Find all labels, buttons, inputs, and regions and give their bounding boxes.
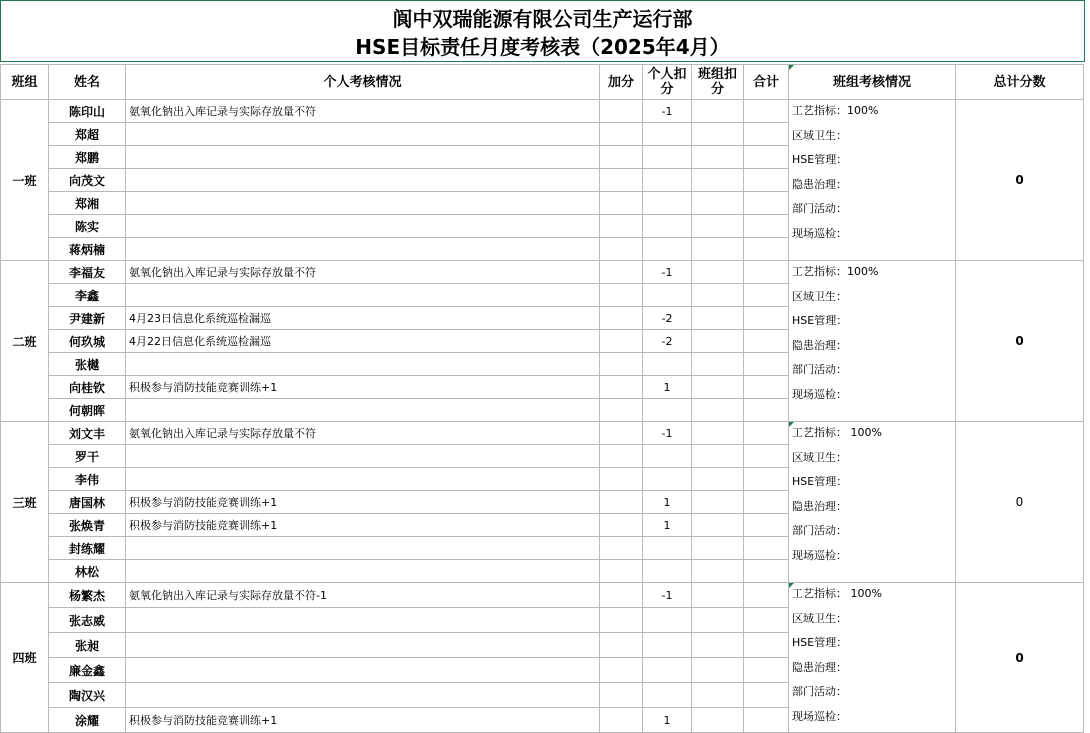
total-score-cell[interactable]: 0 <box>956 583 1084 733</box>
team-deduct-cell[interactable] <box>692 658 744 683</box>
team-deduct-cell[interactable] <box>692 399 744 422</box>
team-eval-line: HSE管理： <box>792 314 848 327</box>
bonus-cell[interactable] <box>600 708 643 733</box>
personal-eval-cell[interactable] <box>126 683 600 708</box>
team-eval-line: 工艺指标：100% <box>792 265 879 278</box>
personal-eval-cell[interactable]: 氨氧化钠出入库记录与实际存放量不符 <box>126 422 600 445</box>
team-deduct-cell[interactable] <box>692 422 744 445</box>
team-eval-line: HSE管理： <box>792 475 848 488</box>
bonus-cell[interactable] <box>600 123 643 146</box>
team-cell[interactable]: 四班 <box>1 583 49 733</box>
name-cell[interactable]: 张樾 <box>49 353 126 376</box>
personal-deduct-cell[interactable]: -1 <box>643 422 692 445</box>
team-eval-line: 部门活动： <box>792 202 847 215</box>
name-cell[interactable]: 陈印山 <box>49 100 126 123</box>
header-team[interactable]: 班组 <box>1 65 49 100</box>
personal-deduct-cell[interactable] <box>643 537 692 560</box>
bonus-cell[interactable] <box>600 353 643 376</box>
name-cell[interactable]: 蒋炳楠 <box>49 238 126 261</box>
sum-cell[interactable] <box>744 399 789 422</box>
header-personal-deduct[interactable]: 个人扣分 <box>643 65 692 100</box>
personal-deduct-cell[interactable] <box>643 146 692 169</box>
personal-deduct-cell[interactable]: -1 <box>643 100 692 123</box>
team-eval-line: 隐患治理： <box>792 177 847 191</box>
team-cell[interactable]: 三班 <box>1 422 49 583</box>
team-eval-line: 工艺指标： 100% <box>792 587 882 600</box>
bonus-cell[interactable] <box>600 376 643 399</box>
personal-deduct-cell[interactable]: -1 <box>643 583 692 608</box>
team-eval-line: HSE管理： <box>792 636 848 649</box>
total-score-cell[interactable]: 0 <box>956 261 1084 422</box>
personal-eval-cell[interactable] <box>126 468 600 491</box>
team-deduct-cell[interactable] <box>692 123 744 146</box>
team-deduct-cell[interactable] <box>692 146 744 169</box>
personal-deduct-cell[interactable] <box>643 633 692 658</box>
personal-eval-cell[interactable]: 积极参与消防技能竞赛训练+1 <box>126 514 600 537</box>
personal-eval-cell[interactable] <box>126 353 600 376</box>
total-score-cell[interactable]: 0 <box>956 422 1084 583</box>
bonus-cell[interactable] <box>600 583 643 608</box>
sum-cell[interactable] <box>744 445 789 468</box>
header-row <box>1 65 1084 100</box>
team-eval-line: 隐患治理： <box>792 338 847 352</box>
team-eval-cell[interactable] <box>789 261 956 422</box>
personal-eval-cell[interactable] <box>126 146 600 169</box>
name-cell[interactable]: 涂耀 <box>49 708 126 733</box>
title-line-company: 阆中双瑞能源有限公司生产运行部 <box>392 7 693 31</box>
sum-cell[interactable] <box>744 583 789 608</box>
sum-cell[interactable] <box>744 215 789 238</box>
sum-cell[interactable] <box>744 514 789 537</box>
team-eval-cell[interactable] <box>789 422 956 583</box>
team-deduct-cell[interactable] <box>692 633 744 658</box>
name-cell[interactable]: 向桂钦 <box>49 376 126 399</box>
personal-deduct-cell[interactable] <box>643 123 692 146</box>
name-cell[interactable]: 郑鹏 <box>49 146 126 169</box>
team-deduct-cell[interactable] <box>692 445 744 468</box>
name-cell[interactable]: 林松 <box>49 560 126 583</box>
name-cell[interactable]: 何玖城 <box>49 330 126 353</box>
bonus-cell[interactable] <box>600 608 643 633</box>
name-cell[interactable]: 陈实 <box>49 215 126 238</box>
sum-cell[interactable] <box>744 284 789 307</box>
personal-eval-cell[interactable] <box>126 169 600 192</box>
team-eval-line: 部门活动： <box>792 524 847 537</box>
team-eval-line: 现场巡检： <box>792 226 847 240</box>
personal-deduct-cell[interactable] <box>643 284 692 307</box>
team-eval-cell[interactable] <box>789 583 956 733</box>
name-cell[interactable]: 封练耀 <box>49 537 126 560</box>
personal-eval-cell[interactable] <box>126 238 600 261</box>
table-row <box>1 100 1084 123</box>
team-eval-line: 隐患治理： <box>792 499 847 513</box>
personal-eval-cell[interactable]: 氨氧化钠出入库记录与实际存放量不符 <box>126 261 600 284</box>
team-eval-line: 现场巡检： <box>792 548 847 562</box>
team-eval-line: 区域卫生： <box>792 450 847 464</box>
sum-cell[interactable] <box>744 422 789 445</box>
team-eval-line: 工艺指标： 100% <box>792 426 882 439</box>
sum-cell[interactable] <box>744 146 789 169</box>
personal-deduct-cell[interactable] <box>643 560 692 583</box>
name-cell[interactable]: 张志威 <box>49 608 126 633</box>
team-eval-line: HSE管理： <box>792 153 848 166</box>
personal-eval-cell[interactable] <box>126 399 600 422</box>
name-cell[interactable]: 杨繁杰 <box>49 583 126 608</box>
sum-cell[interactable] <box>744 307 789 330</box>
sum-cell[interactable] <box>744 330 789 353</box>
personal-eval-cell[interactable] <box>126 215 600 238</box>
personal-deduct-cell[interactable] <box>643 468 692 491</box>
bonus-cell[interactable] <box>600 307 643 330</box>
sum-cell[interactable] <box>744 376 789 399</box>
team-deduct-cell[interactable] <box>692 468 744 491</box>
team-deduct-cell[interactable] <box>692 683 744 708</box>
sum-cell[interactable] <box>744 261 789 284</box>
team-eval-line: 部门活动： <box>792 363 847 376</box>
name-cell[interactable]: 何朝晖 <box>49 399 126 422</box>
personal-eval-cell[interactable]: 氨氧化钠出入库记录与实际存放量不符-1 <box>126 583 600 608</box>
personal-deduct-cell[interactable] <box>643 658 692 683</box>
personal-eval-cell[interactable] <box>126 284 600 307</box>
team-deduct-cell[interactable] <box>692 100 744 123</box>
personal-deduct-cell[interactable] <box>643 683 692 708</box>
sum-cell[interactable] <box>744 658 789 683</box>
table-row <box>1 261 1084 284</box>
team-deduct-cell[interactable] <box>692 560 744 583</box>
title-line-form: HSE目标责任月度考核表（2025年4月） <box>355 35 730 59</box>
personal-eval-cell[interactable] <box>126 192 600 215</box>
bonus-cell[interactable] <box>600 445 643 468</box>
personal-deduct-cell[interactable]: 1 <box>643 376 692 399</box>
team-deduct-cell[interactable] <box>692 708 744 733</box>
sum-cell[interactable] <box>744 537 789 560</box>
name-cell[interactable]: 李福友 <box>49 261 126 284</box>
name-cell[interactable]: 张昶 <box>49 633 126 658</box>
bonus-cell[interactable] <box>600 330 643 353</box>
sum-cell[interactable] <box>744 468 789 491</box>
sum-cell[interactable] <box>744 192 789 215</box>
sum-cell[interactable] <box>744 100 789 123</box>
personal-deduct-cell[interactable] <box>643 215 692 238</box>
personal-deduct-cell[interactable]: 1 <box>643 708 692 733</box>
assessment-table <box>0 64 1084 733</box>
team-deduct-cell[interactable] <box>692 330 744 353</box>
sum-cell[interactable] <box>744 491 789 514</box>
name-cell[interactable]: 郑超 <box>49 123 126 146</box>
sum-cell[interactable] <box>744 238 789 261</box>
bonus-cell[interactable] <box>600 633 643 658</box>
personal-deduct-cell[interactable] <box>643 608 692 633</box>
name-cell[interactable]: 李鑫 <box>49 284 126 307</box>
sum-cell[interactable] <box>744 123 789 146</box>
personal-eval-cell[interactable] <box>126 445 600 468</box>
personal-eval-cell[interactable] <box>126 608 600 633</box>
name-cell[interactable]: 廉金鑫 <box>49 658 126 683</box>
personal-eval-cell[interactable] <box>126 123 600 146</box>
bonus-cell[interactable] <box>600 284 643 307</box>
header-name[interactable]: 姓名 <box>49 65 126 100</box>
bonus-cell[interactable] <box>600 399 643 422</box>
name-cell[interactable]: 尹建新 <box>49 307 126 330</box>
team-eval-line: 部门活动： <box>792 685 847 698</box>
bonus-cell[interactable] <box>600 192 643 215</box>
personal-deduct-cell[interactable]: 1 <box>643 514 692 537</box>
bonus-cell[interactable] <box>600 261 643 284</box>
name-cell[interactable]: 陶汉兴 <box>49 683 126 708</box>
total-score-cell[interactable]: 0 <box>956 100 1084 261</box>
bonus-cell[interactable] <box>600 100 643 123</box>
header-total[interactable]: 总计分数 <box>956 65 1084 100</box>
team-deduct-cell[interactable] <box>692 238 744 261</box>
header-team-deduct[interactable]: 班组扣分 <box>692 65 744 100</box>
bonus-cell[interactable] <box>600 422 643 445</box>
name-cell[interactable]: 唐国林 <box>49 491 126 514</box>
personal-eval-cell[interactable]: 氨氧化钠出入库记录与实际存放量不符 <box>126 100 600 123</box>
personal-eval-cell[interactable]: 4月22日信息化系统巡检漏巡 <box>126 330 600 353</box>
team-cell[interactable]: 一班 <box>1 100 49 261</box>
team-eval-line: 区域卫生： <box>792 289 847 303</box>
personal-eval-cell[interactable]: 4月23日信息化系统巡检漏巡 <box>126 307 600 330</box>
personal-deduct-cell[interactable] <box>643 353 692 376</box>
header-sum[interactable]: 合计 <box>744 65 789 100</box>
team-eval-line: 现场巡检： <box>792 709 847 723</box>
bonus-cell[interactable] <box>600 658 643 683</box>
team-eval-line: 区域卫生： <box>792 611 847 625</box>
bonus-cell[interactable] <box>600 215 643 238</box>
team-deduct-cell[interactable] <box>692 583 744 608</box>
team-deduct-cell[interactable] <box>692 491 744 514</box>
header-personal[interactable]: 个人考核情况 <box>126 65 600 100</box>
personal-eval-cell[interactable]: 积极参与消防技能竞赛训练+1 <box>126 376 600 399</box>
sum-cell[interactable] <box>744 169 789 192</box>
team-eval-cell[interactable] <box>789 100 956 261</box>
bonus-cell[interactable] <box>600 560 643 583</box>
table-row <box>1 583 1084 608</box>
bonus-cell[interactable] <box>600 169 643 192</box>
bonus-cell[interactable] <box>600 537 643 560</box>
personal-eval-cell[interactable]: 积极参与消防技能竞赛训练+1 <box>126 708 600 733</box>
name-cell[interactable]: 张焕青 <box>49 514 126 537</box>
personal-eval-cell[interactable] <box>126 658 600 683</box>
personal-eval-cell[interactable] <box>126 560 600 583</box>
sheet-title <box>0 0 1085 62</box>
team-deduct-cell[interactable] <box>692 192 744 215</box>
team-deduct-cell[interactable] <box>692 376 744 399</box>
personal-deduct-cell[interactable] <box>643 445 692 468</box>
name-cell[interactable]: 李伟 <box>49 468 126 491</box>
header-bonus[interactable]: 加分 <box>600 65 643 100</box>
personal-deduct-cell[interactable]: -2 <box>643 330 692 353</box>
team-eval-line: 工艺指标：100% <box>792 104 879 117</box>
name-cell[interactable]: 向茂文 <box>49 169 126 192</box>
name-cell[interactable]: 郑湘 <box>49 192 126 215</box>
bonus-cell[interactable] <box>600 683 643 708</box>
team-eval-line: 现场巡检： <box>792 387 847 401</box>
bonus-cell[interactable] <box>600 514 643 537</box>
bonus-cell[interactable] <box>600 146 643 169</box>
sum-cell[interactable] <box>744 353 789 376</box>
personal-eval-cell[interactable]: 积极参与消防技能竞赛训练+1 <box>126 491 600 514</box>
personal-deduct-cell[interactable] <box>643 169 692 192</box>
personal-eval-cell[interactable] <box>126 537 600 560</box>
personal-deduct-cell[interactable] <box>643 399 692 422</box>
team-deduct-cell[interactable] <box>692 514 744 537</box>
personal-deduct-cell[interactable]: -2 <box>643 307 692 330</box>
bonus-cell[interactable] <box>600 468 643 491</box>
personal-deduct-cell[interactable]: -1 <box>643 261 692 284</box>
team-deduct-cell[interactable] <box>692 537 744 560</box>
personal-deduct-cell[interactable] <box>643 238 692 261</box>
name-cell[interactable]: 刘文丰 <box>49 422 126 445</box>
team-deduct-cell[interactable] <box>692 307 744 330</box>
team-deduct-cell[interactable] <box>692 353 744 376</box>
personal-deduct-cell[interactable] <box>643 192 692 215</box>
team-deduct-cell[interactable] <box>692 284 744 307</box>
sum-cell[interactable] <box>744 560 789 583</box>
bonus-cell[interactable] <box>600 491 643 514</box>
team-deduct-cell[interactable] <box>692 169 744 192</box>
header-team-eval[interactable]: 班组考核情况 <box>789 65 956 100</box>
team-deduct-cell[interactable] <box>692 215 744 238</box>
name-cell[interactable]: 罗干 <box>49 445 126 468</box>
table-row <box>1 422 1084 445</box>
team-deduct-cell[interactable] <box>692 608 744 633</box>
bonus-cell[interactable] <box>600 238 643 261</box>
team-eval-line: 区域卫生： <box>792 128 847 142</box>
team-eval-line: 隐患治理： <box>792 660 847 674</box>
personal-eval-cell[interactable] <box>126 633 600 658</box>
sum-cell[interactable] <box>744 708 789 733</box>
team-deduct-cell[interactable] <box>692 261 744 284</box>
personal-deduct-cell[interactable]: 1 <box>643 491 692 514</box>
sum-cell[interactable] <box>744 608 789 633</box>
sum-cell[interactable] <box>744 683 789 708</box>
sum-cell[interactable] <box>744 633 789 658</box>
team-cell[interactable]: 二班 <box>1 261 49 422</box>
